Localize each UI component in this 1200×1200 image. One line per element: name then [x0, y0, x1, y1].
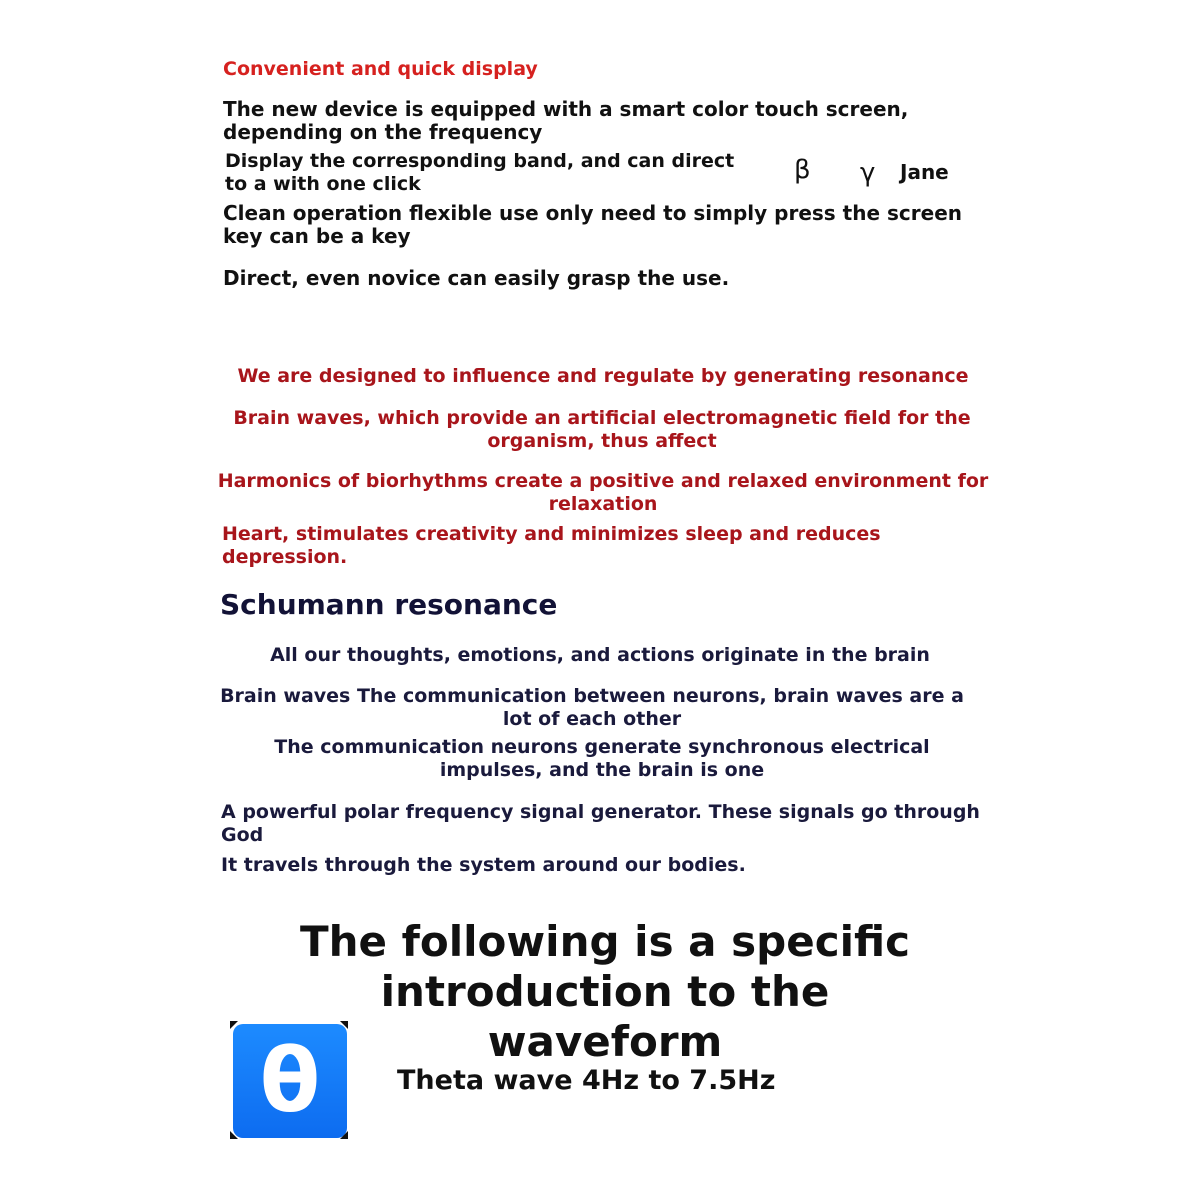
waveform-intro-title: The following is a specific introduction to the waveform — [299, 917, 911, 1066]
beta-symbol: β — [794, 155, 811, 185]
corner-mark-br — [340, 1131, 348, 1139]
theta-wave-label: Theta wave 4Hz to 7.5Hz — [397, 1065, 776, 1096]
resonance-text-line-1: We are designed to influence and regulate by generating resonance — [237, 365, 969, 387]
corner-mark-tl — [230, 1021, 238, 1029]
gamma-symbol: γ — [860, 158, 876, 188]
corner-mark-bl — [230, 1131, 238, 1139]
schumann-text-line-3: The communication neurons generate synchronous electrical impulses, and the brain is one — [274, 736, 930, 781]
jane-label: Jane — [900, 160, 949, 184]
display-text-line-3: Clean operation flexible use only need to simply press the screen key can be a key — [223, 201, 962, 248]
schumann-title: Schumann resonance — [220, 588, 558, 621]
resonance-text-line-2: Brain waves, which provide an artificial electromagnetic field for the organism, thus affect — [233, 407, 971, 452]
display-text-line-4: Direct, even novice can easily grasp the use. — [223, 266, 730, 290]
section-heading-display: Convenient and quick display — [223, 58, 538, 80]
resonance-text-line-3: Harmonics of biorhythms create a positive and relaxed environment for relaxation — [217, 470, 989, 515]
schumann-text-line-1: All our thoughts, emotions, and actions originate in the brain — [270, 644, 930, 666]
display-text-line-1: The new device is equipped with a smart color touch screen, depending on the frequency — [223, 97, 909, 144]
schumann-text-line-5: It travels through the system around our bodies. — [221, 854, 746, 876]
schumann-text-line-2: Brain waves The communication between neurons, brain waves are a lot of each other — [220, 685, 964, 730]
display-text-line-2: Display the corresponding band, and can direct to a with one click — [225, 150, 735, 195]
resonance-text-line-4: Heart, stimulates creativity and minimizes sleep and reduces depression. — [222, 523, 881, 568]
theta-symbol: θ — [259, 1029, 321, 1132]
corner-mark-tr — [340, 1021, 348, 1029]
schumann-text-line-4: A powerful polar frequency signal generator. These signals go through God — [221, 801, 980, 846]
theta-icon — [233, 1024, 347, 1138]
